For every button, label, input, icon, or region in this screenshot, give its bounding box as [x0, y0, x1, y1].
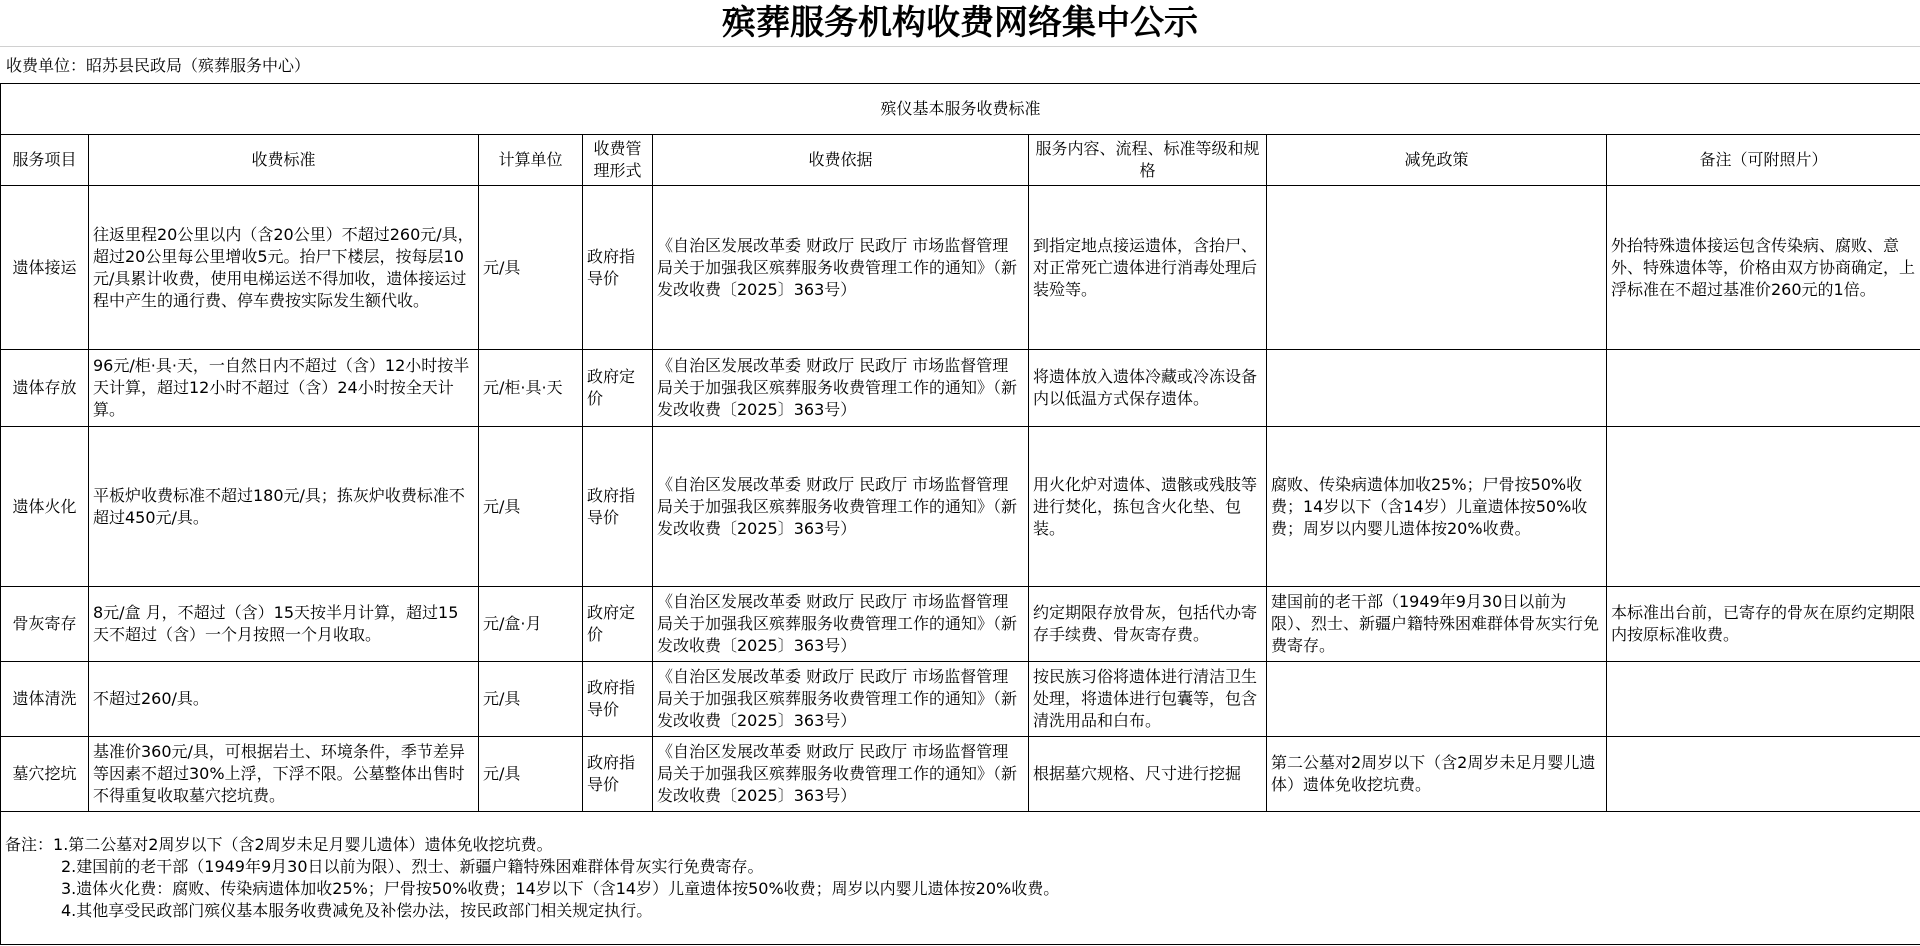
table-row — [1, 427, 1920, 587]
notes-cell — [1, 812, 1920, 945]
table-row — [1, 662, 1920, 737]
table-row — [1, 587, 1920, 662]
service-content-cell: 根据墓穴规格、尺寸进行挖掘 — [1029, 737, 1267, 812]
service-content-cell: 约定期限存放骨灰，包括代办寄存手续费、骨灰寄存费。 — [1029, 587, 1267, 662]
reduction-policy-cell: 腐败、传染病遗体加收25%；尸骨按50%收费；14岁以下（含14岁）儿童遗体按50%收费；周岁以内婴儿遗体按20%收费。 — [1267, 427, 1607, 587]
note-line-3: 3.遗体火化费：腐败、传染病遗体加收25%；尸骨按50%收费；14岁以下（含14岁）儿童遗体按50%收费；周岁以内婴儿遗体按20%收费。 — [61, 879, 1060, 898]
fee-standard-cell: 基准价360元/具，可根据岩土、环境条件，季节差异等因素不超过30%上浮，下浮不限。公墓整体出售时不得重复收取墓穴挖坑费。 — [89, 737, 479, 812]
service-content-cell: 用火化炉对遗体、遗骸或残肢等进行焚化，拣包含火化垫、包装。 — [1029, 427, 1267, 587]
service-content-cell: 到指定地点接运遗体，含抬尸、对正常死亡遗体进行消毒处理后装殓等。 — [1029, 186, 1267, 350]
fee-standard-cell: 不超过260/具。 — [89, 662, 479, 737]
note-line-4: 4.其他享受民政部门殡仪基本服务收费减免及补偿办法，按民政部门相关规定执行。 — [61, 901, 653, 920]
service-item-cell: 墓穴挖坑 — [1, 737, 89, 812]
remark-cell — [1607, 662, 1920, 737]
reduction-policy-cell — [1267, 186, 1607, 350]
fee-basis-cell: 《自治区发展改革委 财政厅 民政厅 市场监督管理局关于加强我区殡葬服务收费管理工作的通知》（新发改收费〔2025〕363号） — [653, 662, 1029, 737]
management-form-cell: 政府定价 — [583, 350, 653, 427]
fee-standard-cell: 8元/盒 月，不超过（含）15天按半月计算，超过15天不超过（含）一个月按照一个月收取。 — [89, 587, 479, 662]
fee-standard-cell: 往返里程20公里以内（含20公里）不超过260元/具，超过20公里每公里增收5元。抬尸下楼层，按每层10元/具累计收费，使用电梯运送不得加收，遗体接运过程中产生的通行费、停车费按实际发生额代收。 — [89, 186, 479, 350]
fee-basis-cell: 《自治区发展改革委 财政厅 民政厅 市场监督管理局关于加强我区殡葬服务收费管理工作的通知》（新发改收费〔2025〕363号） — [653, 427, 1029, 587]
management-form-cell: 政府定价 — [583, 587, 653, 662]
page-title: 殡葬服务机构收费网络集中公示 — [0, 0, 1920, 47]
charging-unit-label: 收费单位：昭苏县民政局（殡葬服务中心） — [6, 56, 311, 75]
service-item-cell: 遗体接运 — [1, 186, 89, 350]
reduction-policy-cell — [1267, 662, 1607, 737]
service-item-cell: 骨灰寄存 — [1, 587, 89, 662]
remark-cell — [1607, 350, 1920, 427]
remark-cell — [1607, 737, 1920, 812]
calc-unit-cell: 元/盒·月 — [479, 587, 583, 662]
fee-standard-cell: 96元/柜·具·天，一自然日内不超过（含）12小时按半天计算，超过12小时不超过（含）24小时按全天计算。 — [89, 350, 479, 427]
management-form-cell: 政府指导价 — [583, 737, 653, 812]
fee-basis-cell: 《自治区发展改革委 财政厅 民政厅 市场监督管理局关于加强我区殡葬服务收费管理工作的通知》（新发改收费〔2025〕363号） — [653, 737, 1029, 812]
fee-basis-cell: 《自治区发展改革委 财政厅 民政厅 市场监督管理局关于加强我区殡葬服务收费管理工作的通知》（新发改收费〔2025〕363号） — [653, 350, 1029, 427]
reduction-policy-cell — [1267, 350, 1607, 427]
column-header-unit: 计算单位 — [479, 135, 583, 186]
management-form-cell: 政府指导价 — [583, 186, 653, 350]
column-header-reduction: 减免政策 — [1267, 135, 1607, 186]
service-item-cell: 遗体火化 — [1, 427, 89, 587]
calc-unit-cell: 元/柜·具·天 — [479, 350, 583, 427]
service-item-cell: 遗体存放 — [1, 350, 89, 427]
column-header-basis: 收费依据 — [653, 135, 1029, 186]
fee-basis-cell: 《自治区发展改革委 财政厅 民政厅 市场监督管理局关于加强我区殡葬服务收费管理工作的通知》（新发改收费〔2025〕363号） — [653, 186, 1029, 350]
column-header-management: 收费管理形式 — [583, 135, 653, 186]
service-content-cell: 将遗体放入遗体冷藏或冷冻设备内以低温方式保存遗体。 — [1029, 350, 1267, 427]
remark-cell: 本标准出台前，已寄存的骨灰在原约定期限内按原标准收费。 — [1607, 587, 1920, 662]
service-content-cell: 按民族习俗将遗体进行清洁卫生处理，将遗体进行包囊等，包含清洗用品和白布。 — [1029, 662, 1267, 737]
reduction-policy-cell: 第二公墓对2周岁以下（含2周岁未足月婴儿遗体）遗体免收挖坑费。 — [1267, 737, 1607, 812]
calc-unit-cell: 元/具 — [479, 186, 583, 350]
calc-unit-cell: 元/具 — [479, 662, 583, 737]
management-form-cell: 政府指导价 — [583, 427, 653, 587]
remark-cell: 外抬特殊遗体接运包含传染病、腐败、意外、特殊遗体等，价格由双方协商确定，上浮标准在不超过基准价260元的1倍。 — [1607, 186, 1920, 350]
service-item-cell: 遗体清洗 — [1, 662, 89, 737]
notes-prefix: 备注： — [5, 835, 54, 854]
reduction-policy-cell: 建国前的老干部（1949年9月30日以前为限）、烈士、新疆户籍特殊困难群体骨灰实行免费寄存。 — [1267, 587, 1607, 662]
table-row — [1, 186, 1920, 350]
calc-unit-cell: 元/具 — [479, 427, 583, 587]
table-caption: 殡仪基本服务收费标准 — [1, 84, 1920, 135]
fee-standard-cell: 平板炉收费标准不超过180元/具；拣灰炉收费标准不超过450元/具。 — [89, 427, 479, 587]
note-line-1: 备注：1.第二公墓对2周岁以下（含2周岁未足月婴儿遗体）遗体免收挖坑费。 — [5, 835, 553, 854]
column-header-standard: 收费标准 — [89, 135, 479, 186]
fee-basis-cell: 《自治区发展改革委 财政厅 民政厅 市场监督管理局关于加强我区殡葬服务收费管理工作的通知》（新发改收费〔2025〕363号） — [653, 587, 1029, 662]
management-form-cell: 政府指导价 — [583, 662, 653, 737]
column-header-remark: 备注（可附照片） — [1607, 135, 1920, 186]
table-row — [1, 350, 1920, 427]
column-header-item: 服务项目 — [1, 135, 89, 186]
column-header-content: 服务内容、流程、标准等级和规格 — [1029, 135, 1267, 186]
fee-standard-table — [0, 83, 1920, 945]
remark-cell — [1607, 427, 1920, 587]
table-row — [1, 737, 1920, 812]
notes-row — [1, 812, 1920, 945]
note-line-2: 2.建国前的老干部（1949年9月30日以前为限）、烈士、新疆户籍特殊困难群体骨灰实行免费寄存。 — [61, 857, 764, 876]
calc-unit-cell: 元/具 — [479, 737, 583, 812]
